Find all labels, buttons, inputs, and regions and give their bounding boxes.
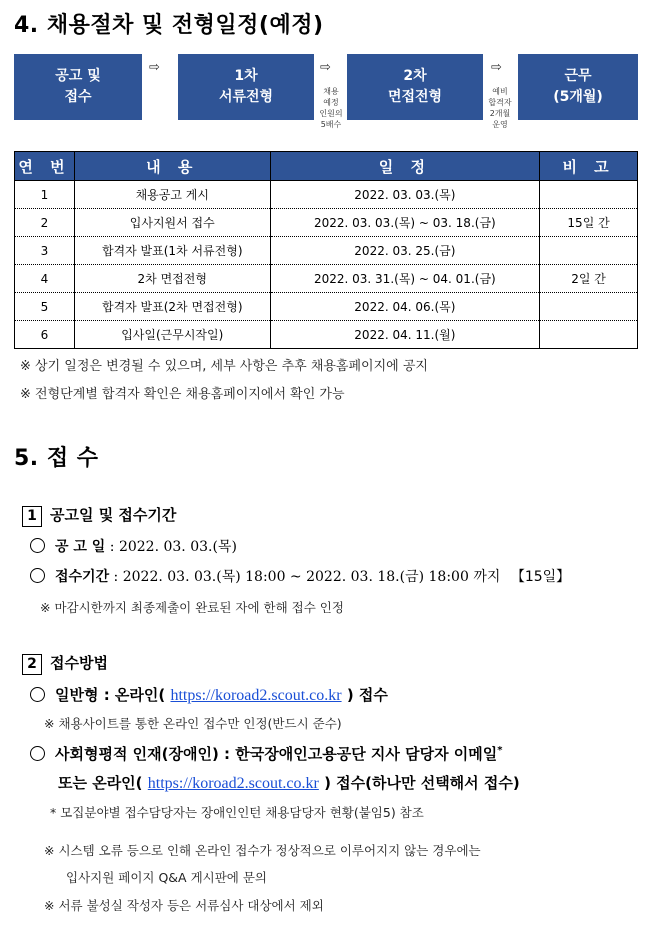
circle-bullet-icon [30,568,45,583]
table-row [15,293,638,321]
flow-note-document: 채용 예정 인원의 5배수 [319,87,343,129]
social-url-link[interactable]: https://koroad2.scout.co.kr [147,775,319,792]
circle-bullet-icon [30,538,45,553]
general-label: 일반형 : 온라인( [55,686,166,704]
table-row [15,209,638,237]
social-line-1: 사회형평적 인재(장애인) : 한국장애인고용공단 지사 담당자 이메일 [55,745,498,763]
system-error-note-cont: 입사지원 페이지 Q&A 게시판에 문의 [66,870,268,885]
col-header-remark: 비 고 [540,152,638,181]
cell-remark [540,181,638,209]
social-line-2-post: ) 접수(하나만 선택해서 접수) [324,774,520,792]
cell-no: 1 [15,181,75,209]
cell-content: 입사지원서 접수 [74,209,270,237]
announce-value: 2022. 03. 03.(목) [118,539,237,555]
announce-date-line [30,536,237,556]
cell-no: 6 [15,321,75,349]
cell-remark [540,237,638,265]
period-colon: : [109,569,123,585]
flow-arrow-icon: ⇨ [320,60,331,75]
flow-step-label: (5개월) [553,89,603,105]
cell-date: 2022. 04. 11.(월) [270,321,540,349]
schedule-note: ※ 상기 일정은 변경될 수 있으며, 세부 사항은 추후 채용홈페이지에 공지 [20,359,428,374]
system-error-note: ※ 시스템 오류 등으로 인해 온라인 접수가 정상적으로 이루어지지 않는 경우에는 [44,843,481,858]
cell-content: 채용공고 게시 [74,181,270,209]
flow-step-document [178,54,314,120]
col-header-no: 연 번 [15,152,75,181]
announce-colon: : [105,539,119,555]
flow-note-interview: 예비 합격자 2개월 운영 [488,87,512,129]
cell-content: 입사일(근무시작일) [74,321,270,349]
flow-step-label: 1차 [234,68,258,84]
table-row [15,237,638,265]
subsection-title: 접수방법 [50,654,108,672]
flow-step-label: 2차 [403,68,427,84]
cell-date: 2022. 03. 25.(금) [270,237,540,265]
cell-content: 합격자 발표(1차 서류전형) [74,237,270,265]
table-header-row [15,152,638,181]
circle-bullet-icon [30,746,45,761]
flow-step-label: 접수 [64,89,92,105]
general-url-link[interactable]: https://koroad2.scout.co.kr [170,687,342,704]
period-badge: 【15일】 [510,569,571,585]
section-5-title: 5. 접 수 [14,446,99,471]
social-star: * [497,745,503,756]
cell-date: 2022. 03. 03.(목) [270,181,540,209]
flow-step-label: 서류전형 [218,89,274,105]
social-note: * 모집분야별 접수담당자는 장애인인턴 채용담당자 현황(붙임5) 참조 [50,805,424,820]
col-header-date: 일 정 [270,152,540,181]
cell-date: 2022. 03. 03.(목) ~ 03. 18.(금) [270,209,540,237]
flow-step-interview [347,54,483,120]
flow-step-work [518,54,638,120]
cell-content: 합격자 발표(2차 면접전형) [74,293,270,321]
cell-content: 2차 면접전형 [74,265,270,293]
social-method-line-2 [58,772,520,793]
cell-remark [540,321,638,349]
social-line-2-pre: 또는 온라인( [58,774,143,792]
general-method-line [30,684,388,705]
social-method-line [30,743,503,764]
application-period-line [30,566,570,586]
col-header-content: 내 용 [74,152,270,181]
table-row [15,321,638,349]
flow-arrow-icon: ⇨ [491,60,502,75]
table-row [15,181,638,209]
cell-no: 5 [15,293,75,321]
schedule-note: ※ 전형단계별 합격자 확인은 채용홈페이지에서 확인 가능 [20,387,345,402]
circle-bullet-icon [30,687,45,702]
cell-remark: 15일 간 [540,209,638,237]
subsection-number: 1 [22,506,42,527]
section-4-title: 4. 채용절차 및 전형일정(예정) [14,13,324,38]
period-value: 2022. 03. 03.(목) 18:00 ~ 2022. 03. 18.(금) 18:00 까지 [122,569,501,585]
general-tail: ) 접수 [346,686,388,704]
period-note: ※ 마감시한까지 최종제출이 완료된 자에 한해 접수 인정 [40,600,344,615]
cell-remark: 2일 간 [540,265,638,293]
subsection-number: 2 [22,654,42,675]
schedule-table [14,151,638,349]
period-label: 접수기간 [55,569,110,585]
subsection-title: 공고일 및 접수기간 [50,506,177,524]
cell-remark [540,293,638,321]
cell-date: 2022. 04. 06.(목) [270,293,540,321]
flow-step-label: 공고 및 [55,68,101,84]
cell-no: 4 [15,265,75,293]
flow-step-label: 면접전형 [387,89,443,105]
cell-no: 2 [15,209,75,237]
cell-no: 3 [15,237,75,265]
table-row [15,265,638,293]
flow-arrow-icon: ⇨ [149,60,160,75]
cell-date: 2022. 03. 31.(목) ~ 04. 01.(금) [270,265,540,293]
general-note: ※ 채용사이트를 통한 온라인 접수만 인정(반드시 준수) [44,716,342,731]
subsection-method [22,652,108,675]
subsection-period [22,504,176,527]
announce-label: 공 고 일 [55,539,106,555]
flow-step-announce [14,54,142,120]
flow-step-label: 근무 [564,68,592,84]
insincere-note: ※ 서류 불성실 작성자 등은 서류심사 대상에서 제외 [44,898,324,913]
